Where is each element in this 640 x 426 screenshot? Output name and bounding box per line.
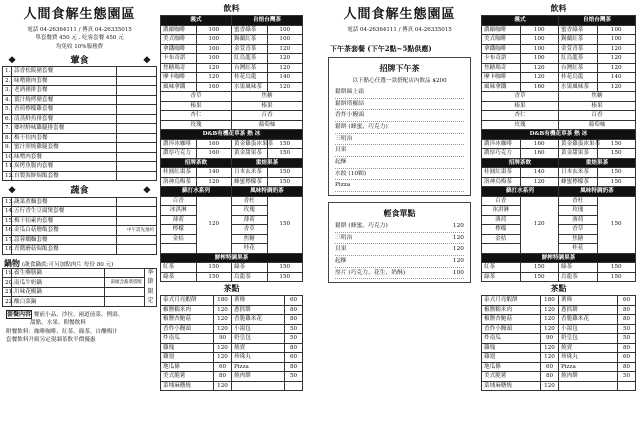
flavor-row: 杏仁 百香 — [161, 111, 303, 121]
list-item — [3, 152, 157, 162]
item-number: 6. — [3, 114, 12, 124]
snack-row: 美式脆薯 80 燒肉餅 50 — [482, 372, 636, 382]
drink-row: 拿鐵咖啡 100 金萱青茶 120 — [482, 44, 636, 54]
tea-set-panel — [322, 2, 477, 424]
fresh-row: 綠茶 150 烏龍茶 150 — [482, 272, 636, 282]
item-note — [117, 245, 157, 255]
item-note — [117, 114, 157, 124]
list-item — [3, 95, 157, 105]
light-meal-item: 厚片 (巧克力、花生、奶酥) 100 — [335, 268, 464, 280]
herbal-row: 濃淬冰咖啡 160 黃金雞蛋冰果茶 150 — [161, 139, 303, 149]
signature-tea-subtitle: 以下點心任選一款搭配店內飲品 $200 — [352, 78, 447, 85]
light-meal-title: 輕食單點 — [383, 207, 416, 218]
drink-row: 卡布奇諾 100 紅烏龍茶 120 — [161, 54, 303, 64]
veg-header: ❖ 蔬食 ❖ — [8, 186, 151, 197]
light-meal-box — [328, 202, 471, 283]
soda-row: 桂花 — [161, 244, 303, 254]
tea-set-item: Pizza — [335, 180, 464, 192]
fresh-row: 綠茶 150 烏龍茶 150 — [161, 272, 303, 282]
drink-row: 焦糖瑪奇 120 台灣紅茶 120 — [161, 63, 303, 73]
light-meal-item: 起酥 120 — [335, 256, 464, 268]
drink-row: 濃縮咖啡 100 蜜香綠茶 100 — [161, 25, 303, 35]
item-note — [105, 287, 145, 297]
list-item — [3, 278, 145, 288]
item-number: 16. — [3, 226, 12, 236]
snack-row: 椒鹽糯米肉 120 蔥抓餅 80 — [161, 305, 303, 315]
restaurant-name: 人間食解生態園區 — [23, 7, 136, 22]
list-item — [3, 297, 145, 307]
item-note — [105, 268, 145, 278]
item-number: 8. — [3, 133, 12, 143]
item-name: 蜜汁照燒雞腿套餐 — [12, 143, 117, 153]
drink-row: 摩卡咖啡 120 桂花烏龍 140 — [482, 73, 636, 83]
item-name: 川味花椒鍋 — [12, 287, 105, 297]
item-note — [105, 297, 145, 307]
snack-row: 雞塊 120 燒賣 80 — [482, 343, 636, 353]
item-name: 薑汁燒烤豬套餐 — [12, 95, 117, 105]
list-item — [3, 67, 157, 77]
list-item — [3, 86, 157, 96]
light-meal-item: 貝果 120 — [335, 244, 464, 256]
item-note — [117, 235, 157, 245]
drinks-panel-left — [160, 2, 303, 424]
tea-set-item: 起酥 — [335, 157, 464, 169]
signature-tea-title: 招牌下午茶 — [379, 63, 420, 74]
soda-row: 冰淇淋 玫瑰 — [482, 206, 636, 216]
item-note — [117, 67, 157, 77]
restaurant-name-2: 人間食解生態園區 — [343, 7, 456, 22]
item-name: 金瓜白菇燴飯套餐 — [12, 226, 117, 236]
item-number: 22. — [3, 297, 12, 307]
snack-row: 香炸小饅頭 120 小湯包 50 — [161, 324, 303, 334]
soda-row: 薄荷 薄荷 — [161, 215, 303, 225]
flavor-row: 杏仁 百香 — [482, 111, 636, 121]
item-number: 9. — [3, 143, 12, 153]
light-meal-item: 鬆餅 (蜂蜜、巧克力) 120 — [335, 221, 464, 233]
item-number: 5. — [3, 105, 12, 115]
drink-row: 拿鐵咖啡 100 金萱青茶 120 — [161, 44, 303, 54]
item-name: 香煎檸檬雞套餐 — [12, 105, 117, 115]
meat-table — [2, 66, 157, 181]
item-note — [117, 162, 157, 172]
drink-row: 焦糖瑪奇 120 台灣紅茶 120 — [482, 63, 636, 73]
light-meal-item: 三明治 120 — [335, 233, 464, 245]
item-name: 蒜香松阪豬套餐 — [12, 67, 117, 77]
snacks-title: 茶點 — [223, 283, 240, 294]
set-note: 套餐內容 餐前小品、沙拉、兩道前菜、例湯、 甜點、水果、附餐飲料 附餐飲料：咖啡咖啡、紅茶、綠茶、自釀梅汁 套餐飲料升級另定現調茶飲半價優惠 — [6, 310, 124, 344]
list-item — [3, 235, 157, 245]
item-note — [117, 124, 157, 134]
list-item — [3, 76, 157, 86]
coffee-header: 義式 — [161, 16, 232, 26]
item-number: 11. — [3, 162, 12, 172]
herbal-row: 濃厚巧克力 160 黃金甜果茶 150 — [161, 149, 303, 159]
fresh-row: 紅茶 150 綠茶 150 — [482, 263, 636, 273]
snack-row: 炸南瓜 90 奶皇包 50 — [161, 334, 303, 344]
herbal-tea-header: D&B有機花草茶 熱 冰 — [482, 130, 636, 140]
tea-header: 自焙台灣茶 — [559, 16, 636, 26]
item-name: 蒜蓉燜麵套餐 — [12, 235, 117, 245]
drinks-panel-right — [481, 2, 636, 424]
item-note — [117, 86, 157, 96]
list-item — [3, 245, 157, 255]
snack-row: 菜埔麻糬燒 120 — [161, 381, 303, 391]
item-number: 19. — [3, 268, 12, 278]
contact-info: 電話 04-26364111 / 傳真 04-26335015 — [27, 26, 132, 33]
soda-row: 百香 120 香杜 150 — [482, 196, 636, 206]
item-name: 南瓜牛奶鍋 — [12, 278, 105, 288]
item-number: 14. — [3, 207, 12, 217]
herbal-row: 濃淬冰咖啡 160 黃金雞蛋冰果茶 150 — [482, 139, 636, 149]
list-item — [3, 197, 157, 207]
snacks-title-2: 茶點 — [550, 283, 567, 294]
soda-row: 金桔 焦糖 — [482, 234, 636, 244]
tea-set-item: 鬆餅 (蜂蜜、巧克力) — [335, 122, 464, 134]
list-item — [3, 287, 145, 297]
snack-row: 地瓜條 60 Pizza 80 — [161, 362, 303, 372]
item-number: 15. — [3, 216, 12, 226]
flavor-row: 香草 焦糖 — [161, 92, 303, 102]
snack-row: 美式脆薯 80 燒肉餅 50 — [161, 372, 303, 382]
service-info: 均免收 10%服務費 — [56, 43, 103, 50]
soda-row: 薄荷 薄荷 — [482, 215, 636, 225]
drink-row: 風味拿鐵 160 水果風味茶 120 — [161, 82, 303, 92]
snack-row: 香炸小饅頭 120 小湯包 50 — [482, 324, 636, 334]
snack-row: 地瓜條 60 Pizza 80 — [482, 362, 636, 372]
snack-row: 椒鹽杏鮑菇 120 香脆雞米花 80 — [161, 315, 303, 325]
snack-row: 菜埔麻糬燒 120 — [482, 381, 636, 391]
snack-row: 椒鹽糯米肉 120 蔥抓餅 80 — [482, 305, 636, 315]
list-item — [3, 124, 157, 134]
soda-row: 百香 120 香杜 150 — [161, 196, 303, 206]
drink-row: 卡布奇諾 100 紅烏龍茶 120 — [482, 54, 636, 64]
tea-set-item: 貝果 — [335, 145, 464, 157]
tea-set-item: 鬆餅綿上霜 — [335, 87, 464, 99]
item-note — [117, 171, 157, 181]
item-name: 酸白菜鍋 — [12, 297, 105, 307]
item-note — [117, 143, 157, 153]
pot-section — [2, 268, 157, 307]
tea-set-header: 下午茶套餐 (下午2點~5點供應) — [330, 44, 432, 54]
veg-table — [2, 197, 157, 255]
special-row: 桂圓紅棗茶 140 日本玄米茶 150 — [161, 168, 303, 178]
tea-header: 自焙台灣茶 — [232, 16, 303, 26]
item-name: 蔬菜煮麵套餐 — [12, 197, 117, 207]
item-name: 青醬蘑菇焗飯套餐 — [12, 245, 117, 255]
contact-info-2: 電話 04-26364111 / 傳真 04-26335015 — [347, 26, 452, 33]
tea-set-item: 三明治 — [335, 134, 464, 146]
list-item — [3, 268, 145, 278]
item-name: 老酒豬排套餐 — [12, 86, 117, 96]
snack-row: 泰式月亮蝦餅 180 薯條 60 — [482, 296, 636, 306]
drink-row: 濃縮咖啡 100 蜜香綠茶 100 — [482, 25, 636, 35]
item-number: 4. — [3, 95, 12, 105]
item-note — [117, 76, 157, 86]
item-note — [117, 216, 157, 226]
item-name: 味噌肉套餐 — [12, 152, 117, 162]
item-name: 梅干扣素肉套餐 — [12, 216, 117, 226]
list-item — [3, 133, 157, 143]
item-name: 味噌豬肉套餐 — [12, 76, 117, 86]
item-number: 17. — [3, 235, 12, 245]
item-note — [117, 95, 157, 105]
list-item — [3, 143, 157, 153]
fresh-row: 紅茶 150 綠茶 150 — [161, 263, 303, 273]
item-number: 3. — [3, 86, 12, 96]
herbal-row: 濃厚巧克力 160 黃金甜果茶 150 — [482, 149, 636, 159]
item-number: 20. — [3, 278, 12, 288]
tea-set-item: 鬆餅塔羅結 — [335, 99, 464, 111]
flavor-row: 玫瑰 葡萄柚 — [482, 120, 636, 130]
item-number: 10. — [3, 152, 12, 162]
drinks-title: 飲料 — [223, 3, 240, 13]
list-item — [3, 162, 157, 172]
item-note — [117, 133, 157, 143]
list-item — [3, 171, 157, 181]
snack-row: 椒鹽杏鮑菇 120 香脆雞米花 80 — [482, 315, 636, 325]
snack-row: 雞塊 120 燒賣 80 — [161, 343, 303, 353]
drink-row: 美式咖啡 100 錫蘭紅茶 100 — [161, 35, 303, 45]
list-item — [3, 207, 157, 217]
item-note — [117, 207, 157, 217]
soda-row: 冰淇淋 玫瑰 — [161, 206, 303, 216]
soda-row: 檸檬 香草 — [482, 225, 636, 235]
soda-row: 桂花 — [482, 244, 636, 254]
special-row: 洛神烏梅茶 120 蜂蜜檸檬茶 150 — [161, 177, 303, 187]
tea-set-item: 水餃 (10顆) — [335, 169, 464, 181]
item-name: 五行香生豆腐煲套餐 — [12, 207, 117, 217]
item-name: 自製海鮮焗飯套餐 — [12, 171, 117, 181]
list-item — [3, 105, 157, 115]
flavor-row: 香草 焦糖 — [482, 92, 636, 102]
item-number: 2. — [3, 76, 12, 86]
list-item — [3, 216, 157, 226]
item-number: 7. — [3, 124, 12, 134]
item-name: 養生藥膳鍋 — [12, 268, 105, 278]
signature-tea-box — [328, 57, 471, 196]
meal-panel — [2, 2, 157, 424]
item-note — [117, 152, 157, 162]
item-number: 21. — [3, 287, 12, 297]
item-note — [117, 197, 157, 207]
snack-row: 雞翅 120 珍珠丸 60 — [482, 353, 636, 363]
snacks-table — [160, 295, 303, 391]
flavor-row: 榛果 榛果 — [482, 101, 636, 111]
item-number: 18. — [3, 245, 12, 255]
item-number: 13. — [3, 197, 12, 207]
pot-table — [2, 268, 145, 307]
item-number: 1. — [3, 67, 12, 77]
snack-row: 炸南瓜 90 奶皇包 50 — [482, 334, 636, 344]
list-item — [3, 226, 157, 236]
drinks-table: 義式 自焙台灣茶 濃縮咖啡 100 蜜香綠茶 100 美式咖啡 100 錫蘭紅茶 100 拿鐵咖啡 100 金萱青茶 120 卡布奇諾 100 紅烏龍茶 120 焦糖瑪奇 120 台灣紅茶 120 摩卡咖啡 120 桂花烏龍 140 風味拿鐵 160 水果風味茶 120 香草 焦糖 榛果 榛果 杏仁 百香 玫瑰 葡萄柚 D&B有機花草茶 熱 冰 濃淬冰咖啡 160 黃金雞蛋冰果茶 150 濃厚巧克力 160 黃金甜果茶 150 招牌茶飲 重焙果茶 桂圓紅棗茶 140 日本玄米茶 150 洛神烏梅茶 120 蜂蜜檸檬茶 150 蘇打水系列 風味特調奶茶 百香 120 香杜 150 冰淇淋 玫瑰 薄荷 薄荷 檸檬 香草 金桔 焦糖 桂花 鮮榨特調果茶 紅茶 150 綠茶 150 綠茶 150 烏龍茶 150 — [160, 15, 303, 282]
pot-header: 鍋物 (蔬食鍋底:可另加點肉片 每份 80 元) — [4, 257, 114, 268]
meat-header: ❖ 葷食 ❖ — [8, 55, 151, 66]
drinks-title-2: 飲料 — [550, 3, 567, 13]
special-row: 桂圓紅棗茶 140 日本玄米茶 150 — [482, 168, 636, 178]
snack-row: 雞翅 120 珍珠丸 60 — [161, 353, 303, 363]
item-name: 鄉村鮮味雞腿排套餐 — [12, 124, 117, 134]
item-name: 炭烤魚腹肉套餐 — [12, 162, 117, 172]
coffee-header: 義式 — [482, 16, 559, 26]
seasonal-badge: 季 節 限 定 — [145, 268, 157, 307]
item-name: 清蒸鮮魚排套餐 — [12, 114, 117, 124]
charge-info: 單套餐費 450 元 . 吃客套餐 450 元 — [35, 35, 124, 42]
item-note: 湯頭含蔬菜搭配 — [105, 278, 145, 288]
flavor-row: 玫瑰 葡萄柚 — [161, 120, 303, 130]
herbal-tea-header: D&B有機花草茶 熱 冰 — [161, 130, 303, 140]
drink-row: 美式咖啡 100 錫蘭紅茶 100 — [482, 35, 636, 45]
item-name: 梅干扣肉套餐 — [12, 133, 117, 143]
item-number: 12. — [3, 171, 12, 181]
drink-row: 風味拿鐵 160 水果風味茶 120 — [482, 82, 636, 92]
list-item — [3, 114, 157, 124]
special-row: 洛神烏梅茶 120 蜂蜜檸檬茶 150 — [482, 177, 636, 187]
flavor-row: 榛果 榛果 — [161, 101, 303, 111]
item-note — [117, 105, 157, 115]
snacks-table-2 — [481, 295, 636, 391]
item-note: 中午需先預約 — [117, 226, 157, 236]
soda-row: 金桔 焦糖 — [161, 234, 303, 244]
tea-set-item: 香炸小饅頭 — [335, 110, 464, 122]
drinks-table-2: 義式 自焙台灣茶 濃縮咖啡 100 蜜香綠茶 100 美式咖啡 100 錫蘭紅茶 100 拿鐵咖啡 100 金萱青茶 120 卡布奇諾 100 紅烏龍茶 120 焦糖瑪奇 120 台灣紅茶 120 摩卡咖啡 120 桂花烏龍 140 風味拿鐵 160 水果風味茶 120 香草 焦糖 榛果 榛果 杏仁 百香 玫瑰 葡萄柚 D&B有機花草茶 熱 冰 濃淬冰咖啡 160 黃金雞蛋冰果茶 150 濃厚巧克力 160 黃金甜果茶 150 招牌茶飲 重焙果茶 桂圓紅棗茶 140 日本玄米茶 150 洛神烏梅茶 120 蜂蜜檸檬茶 150 蘇打水系列 風味特調奶茶 百香 120 香杜 150 冰淇淋 玫瑰 薄荷 薄荷 檸檬 香草 金桔 焦糖 桂花 鮮榨特調果茶 紅茶 150 綠茶 150 綠茶 150 烏龍茶 150 — [481, 15, 636, 282]
snack-row: 泰式月亮蝦餅 180 薯條 60 — [161, 296, 303, 306]
soda-row: 檸檬 香草 — [161, 225, 303, 235]
drink-row: 摩卡咖啡 120 桂花烏龍 140 — [161, 73, 303, 83]
